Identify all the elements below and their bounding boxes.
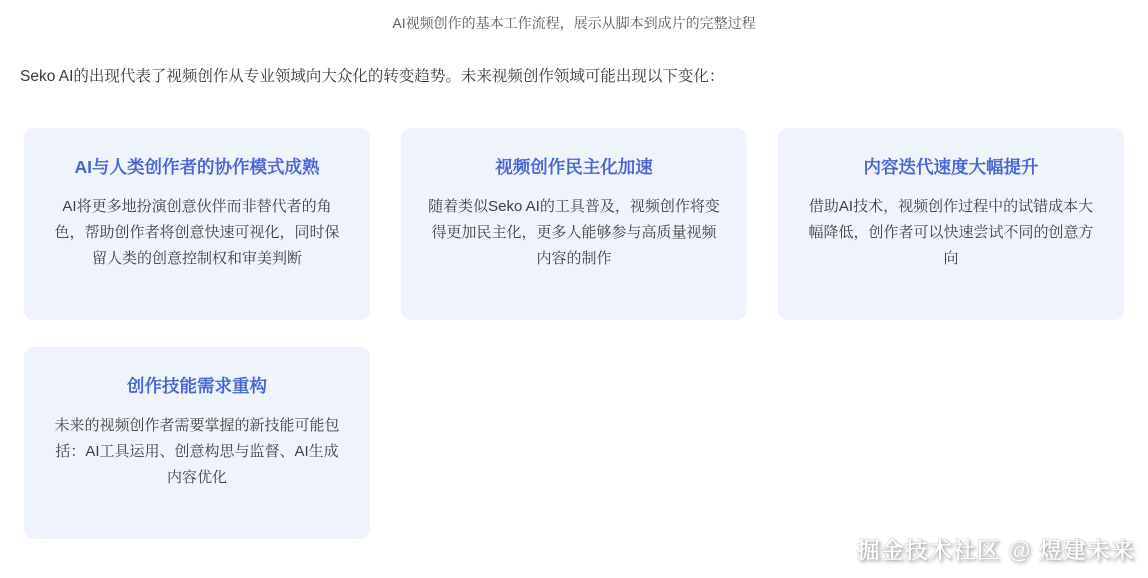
card-iteration-speed	[778, 128, 1124, 320]
card-body-text: AI将更多地扮演创意伙伴而非替代者的角色，帮助创作者将创意快速可视化，同时保留人类的创意控制权和审美判断	[54, 198, 340, 267]
card-body-text: 未来的视频创作者需要掌握的新技能可能包括：AI工具运用、创意构思与监督、AI生成内容优化	[54, 417, 340, 486]
intro-paragraph: Seko AI的出现代表了视频创作从专业领域向大众化的转变趋势。未来视频创作领域可能出现以下变化：	[20, 68, 725, 85]
card-title: 创作技能需求重构	[127, 376, 267, 396]
card-title: AI与人类创作者的协作模式成熟	[74, 157, 320, 177]
card-title: 内容迭代速度大幅提升	[863, 157, 1039, 177]
card-ai-human-collaboration	[24, 128, 370, 320]
card-body-text: 借助AI技术，视频创作过程中的试错成本大幅降低，创作者可以快速尝试不同的创意方向	[808, 198, 1094, 267]
card-grid	[0, 128, 1148, 539]
card-title: 视频创作民主化加速	[495, 157, 653, 177]
card-democratization	[401, 128, 747, 320]
card-skill-restructuring	[24, 347, 370, 539]
card-body-text: 随着类似Seko AI的工具普及，视频创作将变得更加民主化，更多人能够参与高质量视频内容的制作	[428, 198, 720, 267]
watermark: 掘金技术社区 @ 煜建未来	[856, 537, 1135, 563]
figure-caption: AI视频创作的基本工作流程，展示从脚本到成片的完整过程	[392, 15, 756, 31]
